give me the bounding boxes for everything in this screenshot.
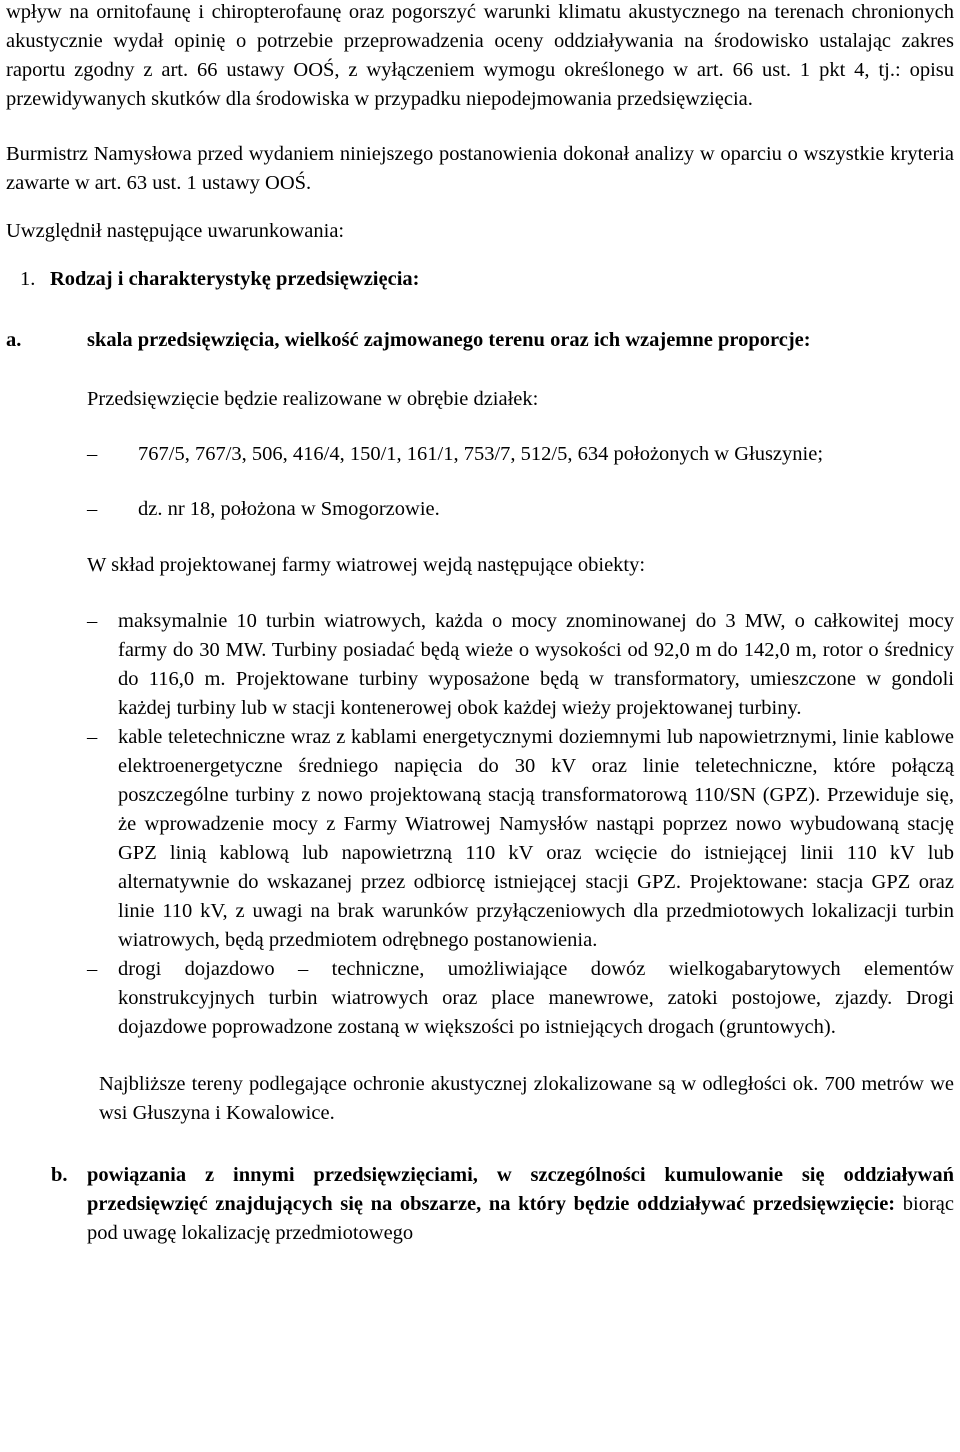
list-item <box>6 955 954 1042</box>
list-item-text: kable teletechniczne wraz z kablami energetycznymi doziemnymi lub napowietrznymi, linie kablowe elektroenergetyczne średniego napięcia do 30 kV oraz linie teletechniczne, które połączą poszczególne turbiny z nowo projektowaną stacją transformatorową 110/SN (GPZ). Przewiduje się, że wprowadzenie mocy z Farmy Wiatrowej Namysłów nastąpi poprzez nowo wybudowaną stację GPZ linią kablową lub napowietrzną 110 kV oraz wcięcie do istniejącej linii 110 kV lub alternatywnie do wskazanej przez odbiorcę istniejącej stacji GPZ. Projektowane: stacja GPZ oraz linie 110 kV, z uwagi na brak warunków przyłączeniowych dla przedmiotowych lokalizacji turbin wiatrowych, będą przedmiotem odrębnego postanowienia. <box>118 726 954 951</box>
section-number: 1. <box>20 268 36 290</box>
list-item <box>6 723 954 955</box>
item-a-title: skala przedsięwzięcia, wielkość zajmowanego terenu oraz ich wzajemne proporcje: <box>87 329 811 351</box>
burmistrz-paragraph: Burmistrz Namysłowa przed wydaniem niniejszego postanowienia dokonał analizy w oparciu o wszystkie kryteria zawarte w art. 63 ust. 1 ustawy OOŚ. <box>6 143 954 194</box>
intro-paragraph: wpływ na ornitofaunę i chiropterofaunę oraz pogorszyć warunki klimatu akustycznego na terenach chronionych akustycznie wydał opinię o potrzebie przeprowadzenia oceny oddziaływania na środowisko ustalając zakres raportu zgodny z art. 66 ustawy OOŚ, z wyłączeniem wymogu określonego w art. 66 ust. 1 pkt 4, tj.: opisu przewidywanych skutków dla środowiska w przypadku niepodejmowania przedsięwzięcia. <box>6 1 954 110</box>
dzialki-line <box>6 440 954 469</box>
sklad-paragraph: W skład projektowanej farmy wiatrowej wejdą następujące obiekty: <box>87 554 646 576</box>
item-a-label: a. <box>6 329 22 351</box>
dash-marker: – <box>87 498 98 520</box>
uwzglednil-paragraph: Uwzględnił następujące uwarunkowania: <box>6 220 345 242</box>
najblizsze-paragraph: Najbliższe tereny podlegające ochronie akustycznej zlokalizowane są w odległości ok. 700 metrów we wsi Głuszyna i Kowalowice. <box>99 1073 954 1124</box>
item-b-text <box>87 1161 954 1248</box>
dzialki-text: 767/5, 767/3, 506, 416/4, 150/1, 161/1, 753/7, 512/5, 634 położonych w Głuszynie; <box>138 443 824 465</box>
dash-marker: – <box>87 443 98 465</box>
przedsiewziecie-paragraph: Przedsięwzięcie będzie realizowane w obrębie działek: <box>87 388 539 410</box>
section-title: Rodzaj i charakterystykę przedsięwzięcia: <box>50 268 420 290</box>
list-item-text: maksymalnie 10 turbin wiatrowych, każda o mocy znominowanej do 3 MW, o całkowitej mocy farmy do 30 MW. Turbiny posiadać będą wieże o wysokości od 92,0 m do 142,0 m, rotor o średnicy do 116,0 m. Projektowane turbiny wyposażone będą w transformatory, umieszczone w gondoli każdej turbiny lub w stacji kontenerowej obok każdej wieży projektowanej turbiny. <box>118 610 954 719</box>
dash-marker: – <box>87 610 98 632</box>
item-b-bold-text: powiązania z innymi przedsięwzięciami, w szczególności kumulowanie się oddziaływań przedsięwzięć znajdujących się na obszarze, na który będzie oddziaływać przedsięwzięcie: <box>87 1164 954 1215</box>
list-item <box>6 607 954 723</box>
item-b-rest-text: biorąc pod uwagę lokalizację przedmiotowego <box>87 1193 954 1244</box>
dash-marker: – <box>87 958 98 980</box>
item-a <box>6 326 954 355</box>
list-item-text: drogi dojazdowo – techniczne, umożliwiające dowóz wielkogabarytowych elementów konstrukcyjnych turbin wiatrowych oraz place manewrowe, zatoki postojowe, zjazdy. Drogi dojazdowe poprowadzone zostaną w większości po istniejących drogach (gruntowych). <box>118 958 954 1038</box>
item-b-label: b. <box>51 1164 68 1186</box>
dz-line <box>6 495 954 524</box>
dz-text: dz. nr 18, położona w Smogorzowie. <box>138 498 440 520</box>
dash-marker: – <box>87 726 98 748</box>
item-b <box>6 1161 954 1248</box>
section-heading-1 <box>6 265 954 294</box>
